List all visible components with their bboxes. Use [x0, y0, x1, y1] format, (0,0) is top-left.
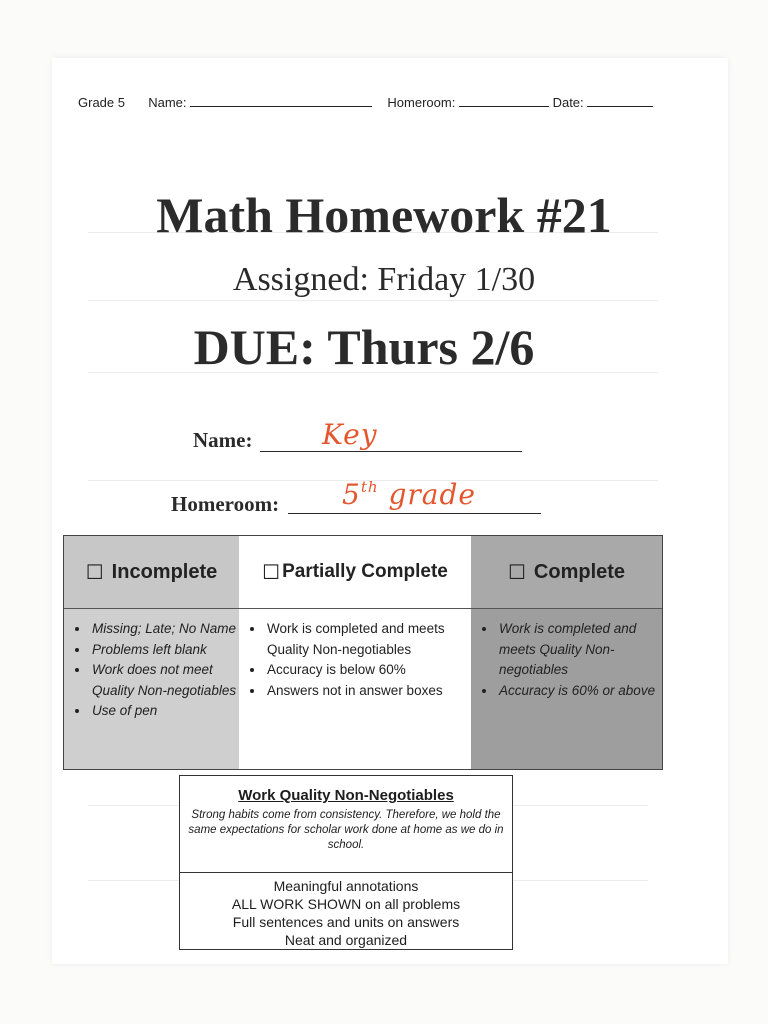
work-quality-list [180, 873, 512, 949]
handwritten-name: Key [322, 418, 378, 451]
list-item: Neat and organized [284, 932, 408, 948]
list-item: • Missing; Late; No Name [90, 619, 239, 640]
grade-label: Grade 5 [78, 95, 125, 110]
work-quality-subtitle: Strong habits come from consistency. Therefore, we hold the same expectations for scholar work done at home as we do in school. [188, 809, 504, 851]
list-item: • Work does not meet Quality Non-negotiables [90, 660, 239, 701]
header-name-blank[interactable] [190, 94, 372, 107]
name-field-label: Name: [193, 428, 253, 452]
assigned-date: Assigned: Friday 1/30 [232, 261, 536, 298]
work-quality-header [180, 787, 512, 873]
list-item: • Accuracy is 60% or above [497, 681, 662, 702]
rubric-title-partially-complete: Partially Complete [282, 561, 448, 582]
rubric-list-complete [471, 609, 662, 701]
header-date-label: Date: [552, 95, 584, 110]
list-item: • Problems left blank [90, 640, 239, 661]
work-quality-box [179, 775, 513, 950]
handwritten-homeroom-number: 5 [342, 478, 361, 511]
list-item: ALL WORK SHOWN on all problems [231, 896, 461, 912]
rubric-list-partially-complete [239, 609, 471, 701]
list-item: • Use of pen [90, 701, 239, 722]
rubric-header-complete [471, 536, 662, 609]
header-date-blank[interactable] [587, 94, 653, 107]
name-field-line[interactable] [260, 451, 522, 452]
header-line [78, 94, 658, 110]
list-item: • Work is completed and meets Quality Non-negotiables [265, 619, 471, 660]
list-item: • Answers not in answer boxes [265, 681, 471, 702]
rubric-column-complete [471, 536, 662, 769]
rubric-column-incomplete [64, 536, 240, 769]
header-name-label: Name: [148, 95, 187, 110]
homeroom-field-line[interactable] [288, 513, 541, 514]
checkbox-icon[interactable]: ☐ [507, 561, 526, 584]
homeroom-field-label: Homeroom: [171, 492, 280, 516]
bleed-through-line [88, 300, 658, 301]
rubric-list-incomplete [64, 609, 239, 722]
rubric-title-incomplete: Incomplete [111, 560, 218, 583]
list-item: Meaningful annotations [273, 878, 419, 894]
page-title: Math Homework #21 [156, 187, 612, 243]
completion-rubric [63, 535, 663, 770]
handwritten-homeroom [342, 478, 476, 511]
list-item: • Accuracy is below 60% [265, 660, 471, 681]
list-item: • Work is completed and meets Quality Non-negotiables [497, 619, 662, 681]
list-item: Full sentences and units on answers [232, 914, 460, 930]
checkbox-icon[interactable]: ☐ [85, 561, 104, 584]
handwritten-homeroom-word: grade [388, 478, 476, 511]
handwritten-homeroom-suffix: th [360, 478, 379, 496]
rubric-header-incomplete [64, 536, 239, 609]
rubric-title-complete: Complete [533, 560, 626, 583]
rubric-header-partially-complete [239, 536, 471, 609]
checkbox-icon[interactable]: ☐ [262, 561, 281, 584]
due-date: DUE: Thurs 2/6 [193, 319, 535, 375]
work-quality-title: Work Quality Non-Negotiables [238, 787, 454, 804]
header-homeroom-blank[interactable] [459, 94, 549, 107]
header-homeroom-label: Homeroom: [387, 95, 456, 110]
rubric-column-partially-complete [239, 536, 472, 769]
